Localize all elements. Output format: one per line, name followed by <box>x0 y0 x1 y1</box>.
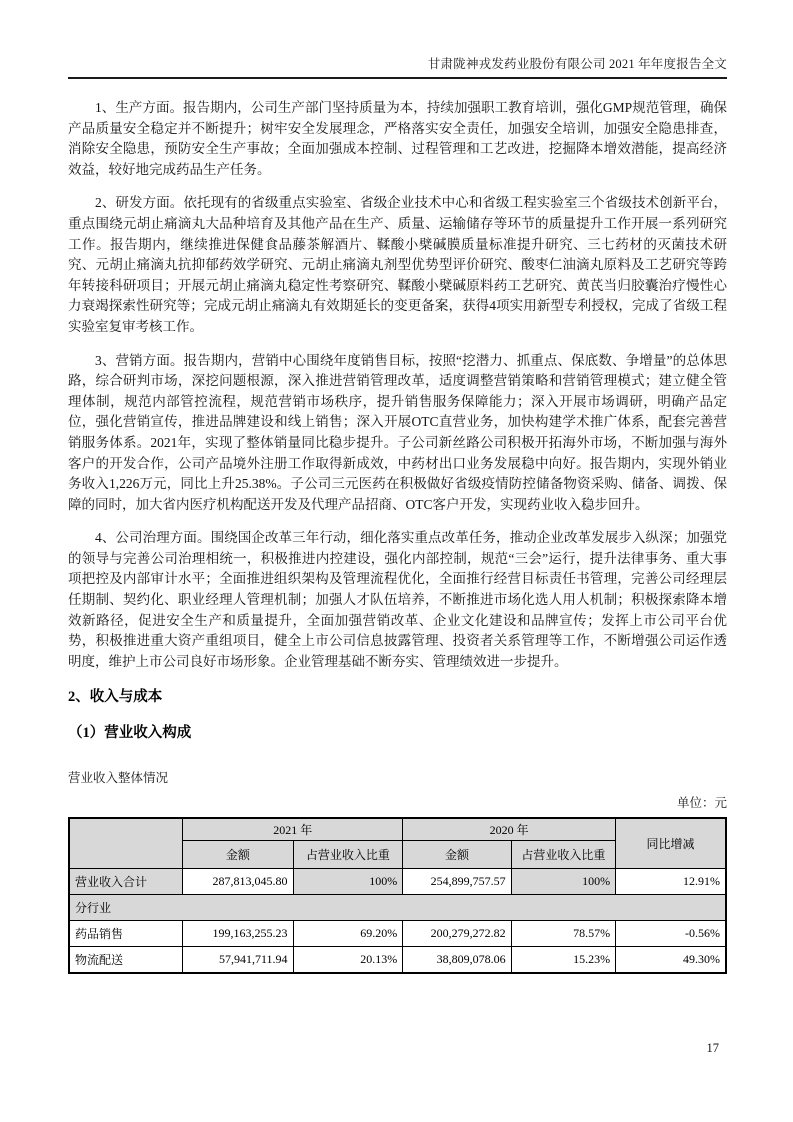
table-row-logistics <box>69 947 726 973</box>
logistics-pct-2021: 20.13% <box>293 947 403 973</box>
subsection-heading-revenue-composition: （1）营业收入构成 <box>68 725 192 742</box>
table-header-pct-2020: 占营业收入比重 <box>511 841 615 869</box>
paragraph-production: 1、生产方面。报告期内，公司生产部门坚持质量为本，持续加强职工教育培训，强化GMP规范管理，确保产品质量安全稳定并不断提升；树牢安全发展理念，严格落实安全责任，加强安全培训，加强安全隐患排查，消除安全隐患，预防安全生产事故；全面加强成本控制、过程管理和工艺改进，挖掘降本增效潜能，提高经济效益，较好地完成药品生产任务。 <box>68 100 727 177</box>
by-industry-label: 分行业 <box>69 895 726 921</box>
revenue-total-pct-2020: 100% <box>511 869 615 895</box>
logistics-label: 物流配送 <box>69 947 183 973</box>
logistics-pct-2020: 15.23% <box>511 947 615 973</box>
logistics-amount-2020: 38,809,078.06 <box>403 947 511 973</box>
paragraph-research: 2、研发方面。依托现有的省级重点实验室、省级企业技术中心和省级工程实验室三个省级技术创新平台，重点围绕元胡止痛滴丸大品种培育及其他产品在生产、质量、运输储存等环节的质量提升工作开展一系列研究工作。报告期内，继续推进保健食品藤茶解酒片、鞣酸小檗碱膜质量标准提升研究、三七药材的灭菌技术研究、元胡止痛滴丸抗抑郁药效学研究、元胡止痛滴丸剂型优势型评价研究、酸枣仁油滴丸原料及工艺研究等跨年转接科研项目；开展元胡止痛滴丸稳定性考察研究、鞣酸小檗碱原料药工艺研究、黄芪当归胶囊治疗慢性心力衰竭探索性研究等；完成元胡止痛滴丸有效期延长的变更备案，获得4项实用新型专利授权，完成了省级工程实验室复审考核工作。 <box>68 195 727 334</box>
table-row-drug-sales <box>69 921 726 947</box>
table-header-yoy: 同比增减 <box>616 818 726 869</box>
drug-sales-amount-2021: 199,163,255.23 <box>183 921 293 947</box>
revenue-total-label: 营业收入合计 <box>69 869 183 895</box>
drug-sales-pct-2021: 69.20% <box>293 921 403 947</box>
table-header-2020: 2020 年 <box>403 818 616 841</box>
drug-sales-pct-2020: 78.57% <box>511 921 615 947</box>
table-header-pct-2021: 占营业收入比重 <box>293 841 403 869</box>
drug-sales-yoy: -0.56% <box>616 921 726 947</box>
unit-label: 单位：元 <box>676 796 727 811</box>
table-header-row-years <box>69 818 726 841</box>
revenue-composition-table <box>68 817 727 974</box>
report-title: 甘肃陇神戎发药业股份有限公司 2021 年年度报告全文 <box>427 57 727 71</box>
revenue-total-pct-2021: 100% <box>293 869 403 895</box>
drug-sales-amount-2020: 200,279,272.82 <box>403 921 511 947</box>
revenue-total-amount-2021: 287,813,045.80 <box>183 869 293 895</box>
logistics-amount-2021: 57,941,711.94 <box>183 947 293 973</box>
paragraph-marketing: 3、营销方面。报告期内，营销中心围绕年度销售目标，按照“挖潜力、抓重点、保底数、争增量”的总体思路，综合研判市场，深挖问题根源，深入推进营销管理改革，适度调整营销策略和营销管理模式；建立健全管理体制，规范内部管控流程，规范营销市场秩序，提升销售服务保障能力；深入开展市场调研，明确产品定位，强化营销宣传，推进品牌建设和线上销售；深入开展OTC直营业务，加快构建学术推广体系，配套完善营销服务体系。2021年，实现了整体销量同比稳步提升。子公司新丝路公司积极开拓海外市场，不断加强与海外客户的开发合作，公司产品境外注册工作取得新成效，中药材出口业务发展稳中向好。报告期内，实现外销业务收入1,226万元，同比上升25.38%。子公司三元医药在积极做好省级疫情防控储备物资采购、储备、调拨、保障的同时，加大省内医疗机构配送开发及代理产品招商、OTC客户开发，实现药业收入稳步回升。 <box>68 352 727 512</box>
table-row-revenue-total <box>69 869 726 895</box>
paragraph-governance: 4、公司治理方面。围绕国企改革三年行动，细化落实重点改革任务，推动企业改革发展步入纵深；加强党的领导与完善公司治理相统一，积极推进内控建设，强化内部控制，规范“三会”运行，提升法律事务、重大事项把控及内部审计水平；全面推进组织架构及管理流程优化，全面推行经营目标责任书管理，完善公司经理层任期制、契约化、职业经理人管理机制；加强人才队伍培养，不断推进市场化选人用人机制；积极探索降本增效新路径，促进安全生产和质量提升，全面加强营销改革、企业文化建设和品牌宣传；发挥上市公司平台优势，积极推进重大资产重组项目，健全上市公司信息披露管理、投资者关系管理等工作，不断增强公司运作透明度，维护上市公司良好市场形象。企业管理基础不断夯实、管理绩效进一步提升。 <box>68 530 727 669</box>
table-header-amount-2021: 金额 <box>183 841 293 869</box>
table-header-amount-2020: 金额 <box>403 841 511 869</box>
table-header-2021: 2021 年 <box>183 818 403 841</box>
revenue-overview-label: 营业收入整体情况 <box>68 771 169 786</box>
drug-sales-label: 药品销售 <box>69 921 183 947</box>
page-header <box>68 0 727 79</box>
page-number: 17 <box>706 1041 719 1055</box>
table-row-by-industry <box>69 895 726 921</box>
page-content <box>68 98 727 974</box>
logistics-yoy: 49.30% <box>616 947 726 973</box>
revenue-total-amount-2020: 254,899,757.57 <box>403 869 511 895</box>
section-heading-income-cost: 2、收入与成本 <box>68 689 163 706</box>
table-corner-cell <box>69 818 183 869</box>
revenue-total-yoy: 12.91% <box>616 869 726 895</box>
